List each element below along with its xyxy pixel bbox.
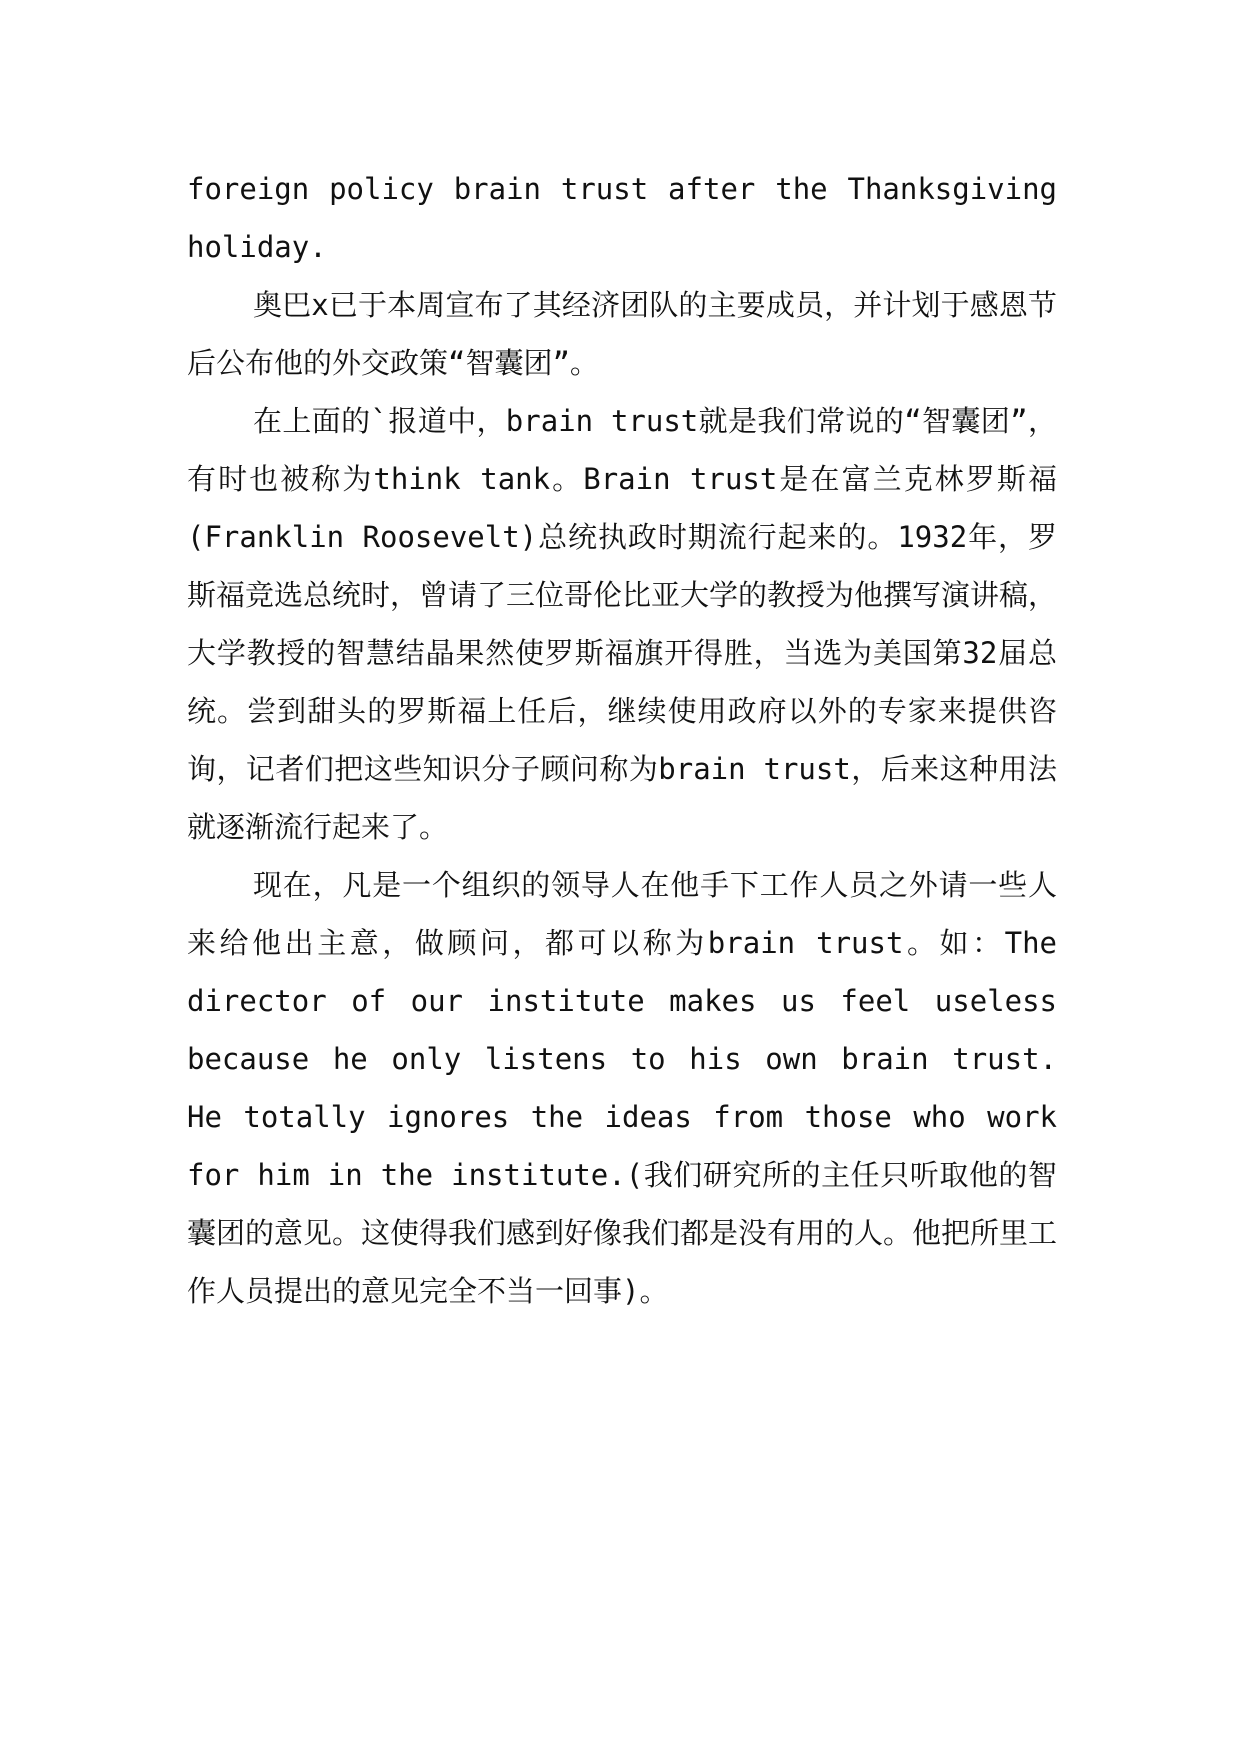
paragraph-translation: 奥巴x已于本周宣布了其经济团队的主要成员，并计划于感恩节后公布他的外交政策“智囊团”。 <box>187 288 1057 380</box>
paragraph-english-continuation: foreign policy brain trust after the Thanksgiving holiday. <box>187 172 1057 264</box>
paragraph-current-usage: 现在，凡是一个组织的领导人在他手下工作人员之外请一些人来给他出主意，做顾问，都可以称为brain trust。如：The director of our institute makes us feel useless because he only listens to his own brain trust. He totally ignores the ideas from those who work for him in the institute.(我们研究所的主任只听取他的智囊团的意见。这使得我们感到好像我们都是没有用的人。他把所里工作人员提出的意见完全不当一回事)。 <box>187 868 1058 1308</box>
document-body <box>187 160 1057 1320</box>
paragraph-brain-trust-origin: 在上面的`报道中，brain trust就是我们常说的“智囊团”，有时也被称为think tank。Brain trust是在富兰克林罗斯福(Franklin Roosevelt)总统执政时期流行起来的。1932年，罗斯福竞选总统时，曾请了三位哥伦比亚大学的教授为他撰写演讲稿，大学教授的智慧结晶果然使罗斯福旗开得胜，当选为美国第32届总统。尝到甜头的罗斯福上任后，继续使用政府以外的专家来提供咨询，记者们把这些知识分子顾问称为brain trust，后来这种用法就逐渐流行起来了。 <box>187 404 1058 844</box>
